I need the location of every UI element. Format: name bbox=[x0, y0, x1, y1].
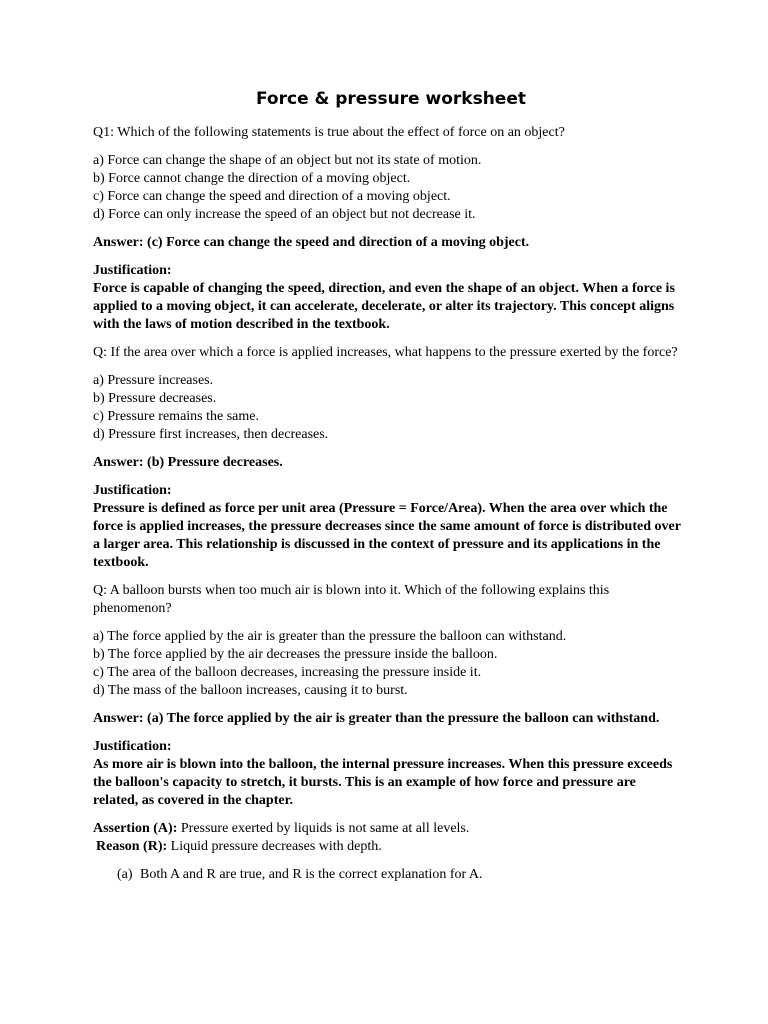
assertion-choices bbox=[93, 866, 681, 884]
assertion-label: Assertion (A): bbox=[93, 821, 178, 836]
choice-text: Both A and R are true, and R is the correct explanation for A. bbox=[140, 867, 483, 882]
choice-label: (a) bbox=[117, 867, 133, 882]
question-1-options bbox=[93, 152, 681, 224]
option-item: b) The force applied by the air decreases the pressure inside the balloon. bbox=[93, 647, 498, 662]
option-item: b) Pressure decreases. bbox=[93, 391, 217, 406]
question-2-justification bbox=[93, 482, 681, 572]
justification-label: Justification: bbox=[93, 739, 172, 754]
justification-text: Pressure is defined as force per unit area (Pressure = Force/Area). When the area over which the force is applied increases, the pressure decreases since the same amount of force is distributed over a larger area. This relationship is discussed in the context of pressure and its applications in the textbook. bbox=[93, 501, 681, 570]
option-item: d) The mass of the balloon increases, causing it to burst. bbox=[93, 683, 408, 698]
justification-text: As more air is blown into the balloon, the internal pressure increases. When this pressure exceeds the balloon's capacity to stretch, it bursts. This is an example of how force and pressure are related, as covered in the chapter. bbox=[93, 757, 673, 808]
option-item: b) Force cannot change the direction of a moving object. bbox=[93, 171, 411, 186]
option-item: a) Force can change the shape of an object but not its state of motion. bbox=[93, 153, 482, 168]
justification-label: Justification: bbox=[93, 263, 172, 278]
option-item: c) Pressure remains the same. bbox=[93, 409, 259, 424]
question-1-answer: Answer: (c) Force can change the speed and direction of a moving object. bbox=[93, 235, 530, 250]
question-2-options bbox=[93, 372, 681, 444]
question-2: Q: If the area over which a force is applied increases, what happens to the pressure exerted by the force? bbox=[93, 345, 678, 360]
question-3-options bbox=[93, 628, 681, 700]
assertion-text: Pressure exerted by liquids is not same at all levels. bbox=[177, 821, 470, 836]
question-3-answer: Answer: (a) The force applied by the air is greater than the pressure the balloon can withstand. bbox=[93, 711, 660, 726]
reason-text: Liquid pressure decreases with depth. bbox=[167, 839, 382, 854]
option-item: a) The force applied by the air is greater than the pressure the balloon can withstand. bbox=[93, 629, 567, 644]
reason-label: Reason (R): bbox=[96, 839, 168, 854]
page-title: Force & pressure worksheet bbox=[256, 89, 526, 109]
question-1: Q1: Which of the following statements is true about the effect of force on an object? bbox=[93, 125, 565, 140]
option-item: c) The area of the balloon decreases, increasing the pressure inside it. bbox=[93, 665, 482, 680]
question-3: Q: A balloon bursts when too much air is blown into it. Which of the following explains this phenomenon? bbox=[93, 583, 610, 616]
question-3-justification bbox=[93, 738, 681, 810]
option-item: d) Pressure first increases, then decreases. bbox=[93, 427, 329, 442]
question-2-answer: Answer: (b) Pressure decreases. bbox=[93, 455, 283, 470]
option-item: d) Force can only increase the speed of an object but not decrease it. bbox=[93, 207, 476, 222]
assertion-line bbox=[93, 820, 681, 838]
option-item: a) Pressure increases. bbox=[93, 373, 214, 388]
worksheet-content bbox=[93, 86, 681, 884]
question-1-justification bbox=[93, 262, 681, 334]
justification-label: Justification: bbox=[93, 483, 172, 498]
justification-text: Force is capable of changing the speed, direction, and even the shape of an object. When a force is applied to a moving object, it can accelerate, decelerate, or alter its trajectory. This concept aligns with the laws of motion described in the textbook. bbox=[93, 281, 675, 332]
option-item: c) Force can change the speed and direction of a moving object. bbox=[93, 189, 451, 204]
assertion-reason-block bbox=[93, 820, 681, 856]
reason-line bbox=[93, 838, 681, 856]
choice-item bbox=[117, 866, 681, 884]
